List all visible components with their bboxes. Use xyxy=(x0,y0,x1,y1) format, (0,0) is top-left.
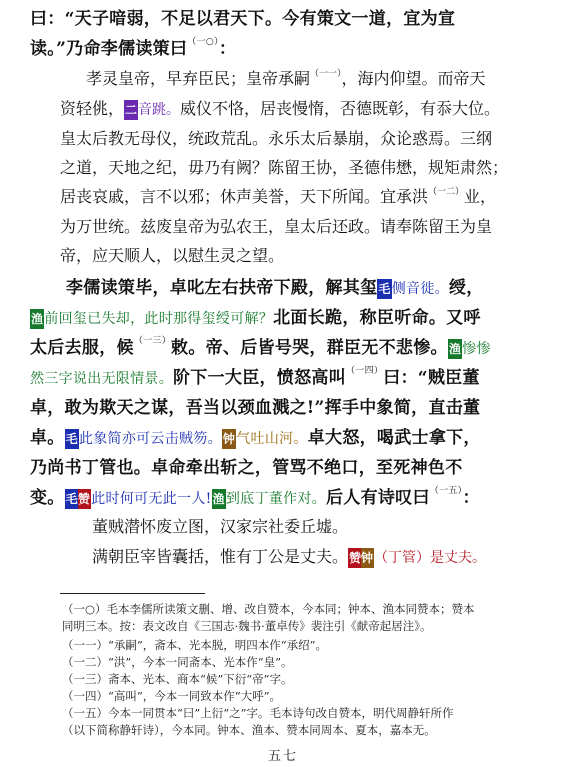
text-line: 太后去服，候$^{(一三)}$敕。帝、后皆号哭，群臣无不悲惨。渔惨惨 xyxy=(30,336,491,358)
poem-line: 董贼潜怀废立图，汉家宗社委丘墟。 xyxy=(92,517,349,536)
commentary-tag: 渔 xyxy=(212,489,226,509)
text-line: 变。毛赞此时何可无此一人!渔到底丁董作对。后人有诗叹曰$^{(一五)}$： xyxy=(30,486,480,508)
commentary: 然三字说出无限情景。 xyxy=(30,371,173,387)
footnote: （一四）“高叫”，今本一同致本作“大呼”。 xyxy=(62,689,282,703)
footnote-marker: （一○） xyxy=(187,37,219,47)
text-line: 渔前回玺已失却，此时那得玺绶可解？北面长跪，称臣听命。又呼 xyxy=(31,308,481,328)
text-line: 之道，天地之纪，毋乃有阙？陈留王协，圣德伟懋，规矩肃然； xyxy=(60,158,509,177)
text-line: 乃尚书丁管也。卓命牵出斩之，管骂不绝口，至死神色不 xyxy=(30,458,463,478)
text-line: 李儒读策毕，卓叱左右扶帝下殿，解其玺毛侧音徙。绶， xyxy=(66,278,484,298)
commentary: 音跳。 xyxy=(138,102,181,118)
commentary-tag: 毛赞 xyxy=(65,489,92,509)
text-line: 孝灵皇帝，早弃臣民；皇帝承嗣$^{(一一)}$，海内仰望。而帝天 xyxy=(86,69,486,88)
commentary: 惨惨 xyxy=(462,341,491,357)
footnote: （一二）“洪”，今本一同斋本、光本作“皇”。 xyxy=(62,655,293,669)
commentary-tag: 渔 xyxy=(448,339,462,359)
footnote: （一三）斋本、光本、商本“候”下衍“帝”字。 xyxy=(62,672,293,686)
text-line: 然三字说出无限情景。阶下一大臣，愤怒高叫$^{(一四)}$曰：“贼臣董 xyxy=(30,366,480,388)
footnote: （一五）今本一同贯本“曰”上衍“之”字。毛本诗句改自赞本，明代周静轩所作 xyxy=(62,706,454,720)
footnote-marker: （一四） xyxy=(346,366,384,376)
commentary-tag: 渔 xyxy=(30,309,44,329)
footnote-divider xyxy=(60,593,205,594)
commentary: 前回玺已失却，此时那得玺绶可解？ xyxy=(44,311,274,327)
footnote: 同明三本。按：表文改自《三国志·魏书·董卓传》裴注引《献帝起居注》。 xyxy=(62,619,432,633)
commentary: （丁管）是丈夫。 xyxy=(374,550,487,566)
commentary: 到底丁董作对。 xyxy=(225,491,326,507)
footnote: （一○）毛本李儒所读策文删、增、改自赞本，今本同；钟本、渔本同赞本；赞本 xyxy=(62,602,475,616)
footnote-marker: （一三） xyxy=(133,336,172,346)
commentary-tag: 毛 xyxy=(65,429,79,449)
commentary: 此象简亦可云击贼笏。 xyxy=(78,431,222,447)
text-line: 卓。毛此象简亦可云击贼笏。钟气吐山河。卓大怒，喝武士拿下， xyxy=(30,428,481,448)
page-number: 五七 xyxy=(268,749,299,764)
footnote: （一一）“承嗣”，斋本、光本脱，明四本作“承绍”。 xyxy=(62,638,328,652)
text-line: 帝，应天顺人，以慰生灵之望。 xyxy=(60,246,285,265)
text-line: 卓，敢为欺天之谋，吾当以颈血溅之!”挥手中象简，直击董 xyxy=(30,398,481,418)
commentary: 气吐山河。 xyxy=(236,431,308,447)
footnote-marker: （一一） xyxy=(310,69,342,79)
footnote: （以下简称静轩诗），今本同。钟本、渔本、赞本同周本、夏本，嘉本无。 xyxy=(62,723,436,737)
footnote-marker: （一五） xyxy=(429,486,463,496)
text-line: 读。”乃命李儒读策曰$^{(一○)}$： xyxy=(30,37,237,59)
text-line: 资轻佻，二音跳。威仪不恪，居丧慢惰，否德既彰，有忝大位。 xyxy=(60,99,501,118)
commentary-tag: 二 xyxy=(124,100,138,120)
poem-line: 满朝臣宰皆囊括，惟有丁公是丈夫。赞钟（丁管）是丈夫。 xyxy=(92,547,487,566)
text-line: 居丧哀戚，言不以邪；休声美誉，天下所闻。宜承洪$^{(一二)}$业， xyxy=(60,187,497,206)
commentary: 此时何可无此一人! xyxy=(91,491,212,507)
footnote-marker: （一二） xyxy=(428,187,465,197)
commentary: 侧音徙。 xyxy=(391,281,449,297)
commentary-tag: 钟 xyxy=(222,429,236,449)
commentary-tag: 赞钟 xyxy=(348,548,374,568)
text-line: 曰：“天子喑弱，不足以君天下。今有策文一道，宜为宣 xyxy=(30,9,456,29)
text-line: 为万世统。兹废皇帝为弘农王，皇太后还政。请奉陈留王为皇 xyxy=(60,217,493,236)
commentary-tag: 毛 xyxy=(377,279,391,299)
text-line: 皇太后教无母仪，统政荒乱。永乐太后暴崩，众论惑焉。三纲 xyxy=(60,129,493,148)
